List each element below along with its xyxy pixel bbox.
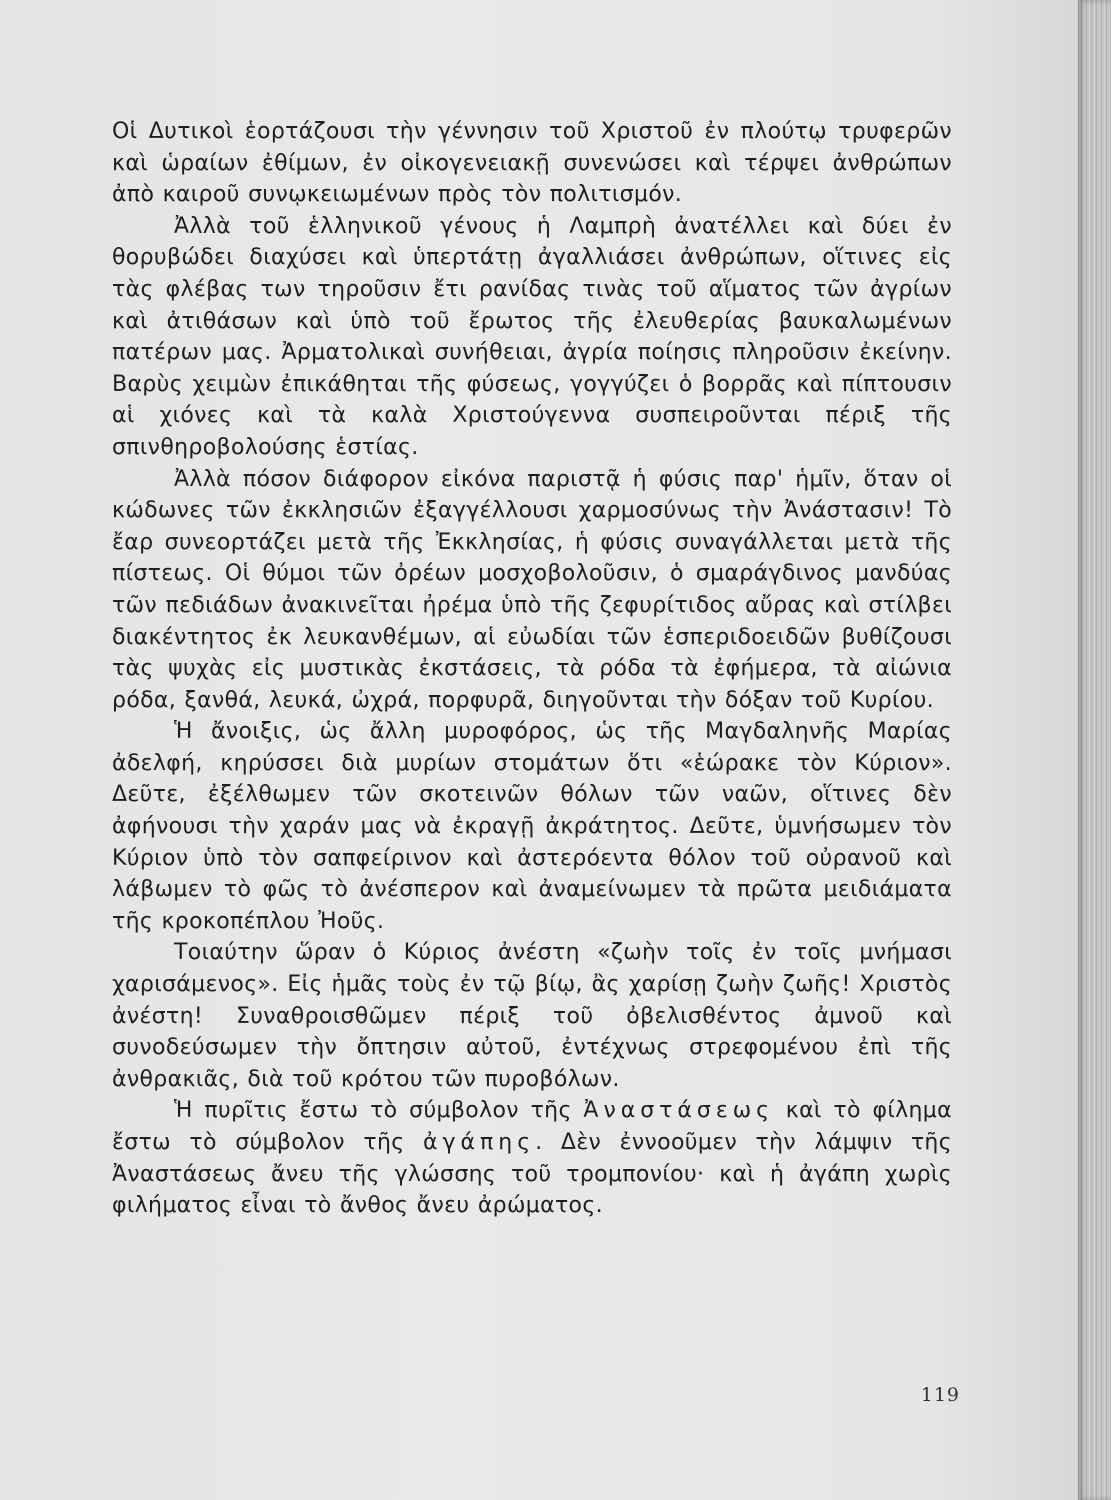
spaced-word-agapis: ἀγάπης bbox=[423, 1130, 536, 1155]
paragraph-6 bbox=[112, 1095, 952, 1221]
paragraph-4: Ἡ ἄνοιξις, ὡς ἄλλη μυροφόρος, ὡς τῆς Μαγδαληνῆς Μαρίας ἀδελφή, κηρύσσει διὰ μυρίων στομάτων ὅτι «ἑώρακε τὸν Κύριον». Δεῦτε, ἐξέλθωμεν τῶν σκοτεινῶν θόλων τῶν ναῶν, οἵτινες δὲν ἀφήνουσι τὴν χαράν μας νὰ ἐκραγῇ ἀκράτητος. Δεῦτε, ὑμνήσωμεν τὸν Κύριον ὑπὸ τὸν σαπφείρινον καὶ ἀστερόεντα θόλον τοῦ οὐρανοῦ καὶ λάβωμεν τὸ φῶς τὸ ἀνέσπερον καὶ ἀναμείνωμεν τὰ πρῶτα μειδιάματα τῆς κροκοπέπλου Ἠοῦς. bbox=[112, 719, 952, 934]
paragraph-6-part-2: καὶ τὸ φίλημα ἔστω τὸ σύμβολον τῆς bbox=[112, 1098, 952, 1155]
paragraph-6-part-3: . Δὲν ἐννοοῦμεν τὴν λάμψιν τῆς Ἀναστάσεως ἄνευ τῆς γλώσσης τοῦ τρομπονίου· καὶ ἡ ἀγάπη χωρὶς φιλήματος εἶναι τὸ ἄνθος ἄνευ ἀρώματος. bbox=[112, 1130, 952, 1219]
paragraph-6-part-1: Ἡ πυρῖτις ἔστω τὸ σύμβολον τῆς bbox=[174, 1098, 584, 1124]
paragraph-2: Ἀλλὰ τοῦ ἑλληνικοῦ γένους ἡ Λαμπρὴ ἀνατέλλει καὶ δύει ἐν θορυβώδει διαχύσει καὶ ὑπερτάτῃ ἀγαλλιάσει ἀνθρώπων, οἵτινες εἰς τὰς φλέβας των τηροῦσιν ἔτι ρανίδας τινὰς τοῦ αἵματος τῶν ἀγρίων καὶ ἀτιθάσων καὶ ὑπὸ τοῦ ἔρωτος τῆς ἐλευθερίας βαυκαλωμένων πατέρων μας. Ἀρματολικαὶ συνήθειαι, ἀγρία ποίησις πληροῦσιν ἐκείνην. Βαρὺς χειμὼν ἐπικάθηται τῆς φύσεως, γογγύζει ὁ βορρᾶς καὶ πίπτουσιν αἱ χιόνες καὶ τὰ καλὰ Χριστούγεννα συσπειροῦνται πέριξ τῆς σπινθηροβολούσης ἑστίας. bbox=[112, 213, 952, 460]
page-stack-edge bbox=[1078, 0, 1111, 1500]
paragraph-1: Οἱ Δυτικοὶ ἑορτάζουσι τὴν γέννησιν τοῦ Χριστοῦ ἐν πλούτῳ τρυφερῶν καὶ ὡραίων ἐθίμων, ἐν οἰκογενειακῇ συνενώσει καὶ τέρψει ἀνθρώπων ἀπὸ καιροῦ συνῳκειωμένων πρὸς τὸν πολιτισμόν. bbox=[112, 119, 952, 208]
spaced-word-anastaseos: Ἀναστάσεως bbox=[583, 1098, 775, 1124]
paragraph-3: Ἀλλὰ πόσον διάφορον εἰκόνα παριστᾷ ἡ φύσις παρ' ἡμῖν, ὅταν οἱ κώδωνες τῶν ἐκκλησιῶν ἐξαγγέλλουσι χαρμοσύνως τὴν Ἀνάστασιν! Τὸ ἔαρ συνεορτάζει μετὰ τῆς Ἐκκλησίας, ἡ φύσις συναγάλλεται μετὰ τῆς πίστεως. Οἱ θύμοι τῶν ὀρέων μοσχοβολοῦσιν, ὁ σμαράγδινος μανδύας τῶν πεδιάδων ἀνακινεῖται ἠρέμα ὑπὸ τῆς ζεφυρίτιδος αὔρας καὶ στίλβει διακέντητος ἐκ λευκανθέμων, αἱ εὐωδίαι τῶν ἑσπεριδοειδῶν βυθίζουσι τὰς ψυχὰς εἰς μυστικὰς ἐκστάσεις, τὰ ρόδα τὰ ἐφήμερα, τὰ αἰώνια ρόδα, ξανθά, λευκά, ὠχρά, πορφυρᾶ, διηγοῦνται τὴν δόξαν τοῦ Κυρίου. bbox=[112, 466, 952, 713]
body-text bbox=[112, 116, 952, 1222]
paragraph-5: Τοιαύτην ὥραν ὁ Κύριος ἀνέστη «ζωὴν τοῖς ἐν τοῖς μνήμασι χαρισάμενος». Εἰς ἡμᾶς τοὺς ἐν τῷ βίῳ, ἂς χαρίσῃ ζωὴν ζωῆς! Χριστὸς ἀνέστη! Συναθροισθῶμεν πέριξ τοῦ ὀβελισθέντος ἀμνοῦ καὶ συνοδεύσωμεν τὴν ὄπτησιν αὐτοῦ, ἐντέχνως στρεφομένου ἐπὶ τῆς ἀνθρακιᾶς, διὰ τοῦ κρότου τῶν πυροβόλων. bbox=[112, 940, 952, 1092]
page-number: 119 bbox=[920, 1384, 960, 1406]
